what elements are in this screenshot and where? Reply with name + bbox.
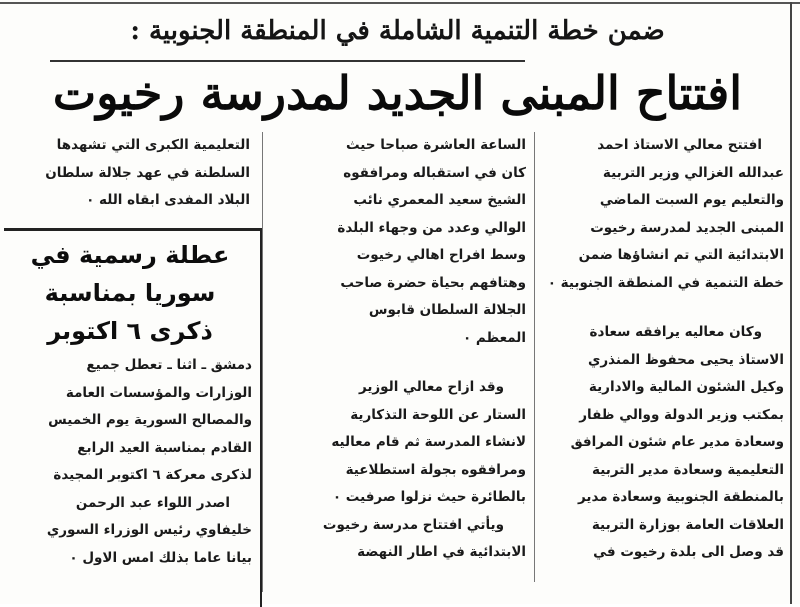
text-line: دمشق ـ اثنا ـ تعطل جميع — [86, 357, 252, 373]
text-line: التعليمية الكبرى التي تشهدها — [56, 137, 250, 153]
text-line: والمصالح السورية يوم الخميس — [48, 412, 252, 428]
text-line: القادم بمناسبة العيد الرابع — [77, 439, 252, 456]
text-line: الشيخ سعيد المعمري نائب — [353, 192, 526, 208]
text-line: ويأتي افتتاح مدرسة رخيوت — [322, 516, 504, 533]
article-headline: افتتاح المبنى الجديد لمدرسة رخيوت — [52, 66, 743, 120]
main-article-right-column — [542, 132, 784, 567]
article-kicker: ضمن خطة التنمية الشاملة في المنطقة الجنوبية : — [130, 16, 665, 46]
text-line: البلاد المفدى ابقاه الله ٠ — [86, 192, 250, 208]
text-line: العلاقات العامة بوزارة التربية — [591, 516, 784, 533]
title-line: سوريا بمناسبة — [44, 279, 216, 307]
text-line: خليفاوي رئيس الوزراء السوري — [46, 522, 252, 538]
text-line: الساعة العاشرة صباحا حيث — [346, 137, 526, 153]
text-line: وقد ازاح معالي الوزير — [358, 379, 504, 395]
text-line: خطة التنمية في المنطقة الجنوبية ٠ — [547, 274, 784, 291]
text-line: الابتدائية التي تم انشاؤها ضمن — [578, 247, 784, 263]
text-line: الجلالة السلطان قابوس — [368, 302, 526, 318]
title-line: عطلة رسمية في — [30, 241, 230, 269]
paragraph-gap — [542, 297, 784, 319]
text-line: وهتافهم بحياة حضرة صاحب — [340, 274, 526, 291]
boxed-article-body — [12, 352, 252, 572]
text-line: كان في استقباله ومرافقوه — [343, 164, 526, 181]
text-line: بالطائرة حيث نزلوا صرفيت ٠ — [332, 489, 526, 505]
text-line: وكيل الشئون المالية والادارية — [588, 379, 784, 395]
text-line: لذكرى معركة ٦ اكتوبر المجيدة — [53, 467, 252, 483]
text-line: عبدالله الغزالي وزير التربية — [602, 164, 784, 181]
text-line: قد وصل الى بلدة رخيوت في — [593, 544, 784, 560]
title-line: ذكرى ٦ اكتوبر — [47, 317, 213, 345]
text-line: وسعادة مدير عام شئون المرافق — [570, 434, 784, 450]
text-line: ومرافقوه بجولة استطلاعية — [345, 461, 526, 478]
main-article-left-column — [10, 132, 250, 215]
text-line: اصدر اللواء عبد الرحمن — [75, 494, 230, 511]
boxed-article-title — [10, 236, 250, 350]
text-line: السلطنة في عهد جلالة سلطان — [45, 164, 250, 181]
top-border-rule — [0, 2, 800, 4]
text-line: الاستاذ يحيى محفوظ المنذري — [587, 351, 784, 368]
text-line: لانشاء المدرسة ثم قام معاليه — [331, 434, 526, 450]
right-border-rule — [790, 2, 792, 604]
column-divider — [262, 132, 263, 592]
text-line: بيانا عاما بذلك امس الاول ٠ — [69, 549, 252, 566]
text-line: التعليمية وسعادة مدير التربية — [592, 461, 784, 478]
text-line: افتتح معالي الاستاذ احمد — [597, 137, 762, 153]
text-line: الوالي وعدد من وجهاء البلدة — [337, 219, 526, 236]
paragraph-gap — [276, 352, 526, 374]
text-line: والتعليم يوم السبت الماضي — [599, 192, 784, 208]
text-line: بمكتب وزير الدولة ووالي ظفار — [579, 406, 784, 423]
text-line: المبنى الجديد لمدرسة رخيوت — [590, 219, 784, 236]
text-line: بالمنطقة الجنوبية وسعادة مدير — [578, 489, 784, 505]
text-line: وكان معاليه يرافقه سعادة — [589, 324, 762, 340]
text-line: المعظم ٠ — [462, 329, 526, 346]
text-line: الستار عن اللوحة التذكارية — [350, 406, 526, 423]
main-article-middle-column — [276, 132, 526, 567]
column-divider — [534, 132, 535, 582]
text-line: الابتدائية في اطار النهضة — [357, 544, 526, 560]
text-line: وسط افراح اهالي رخيوت — [356, 247, 526, 263]
text-line: الوزارات والمؤسسات العامة — [65, 384, 252, 401]
